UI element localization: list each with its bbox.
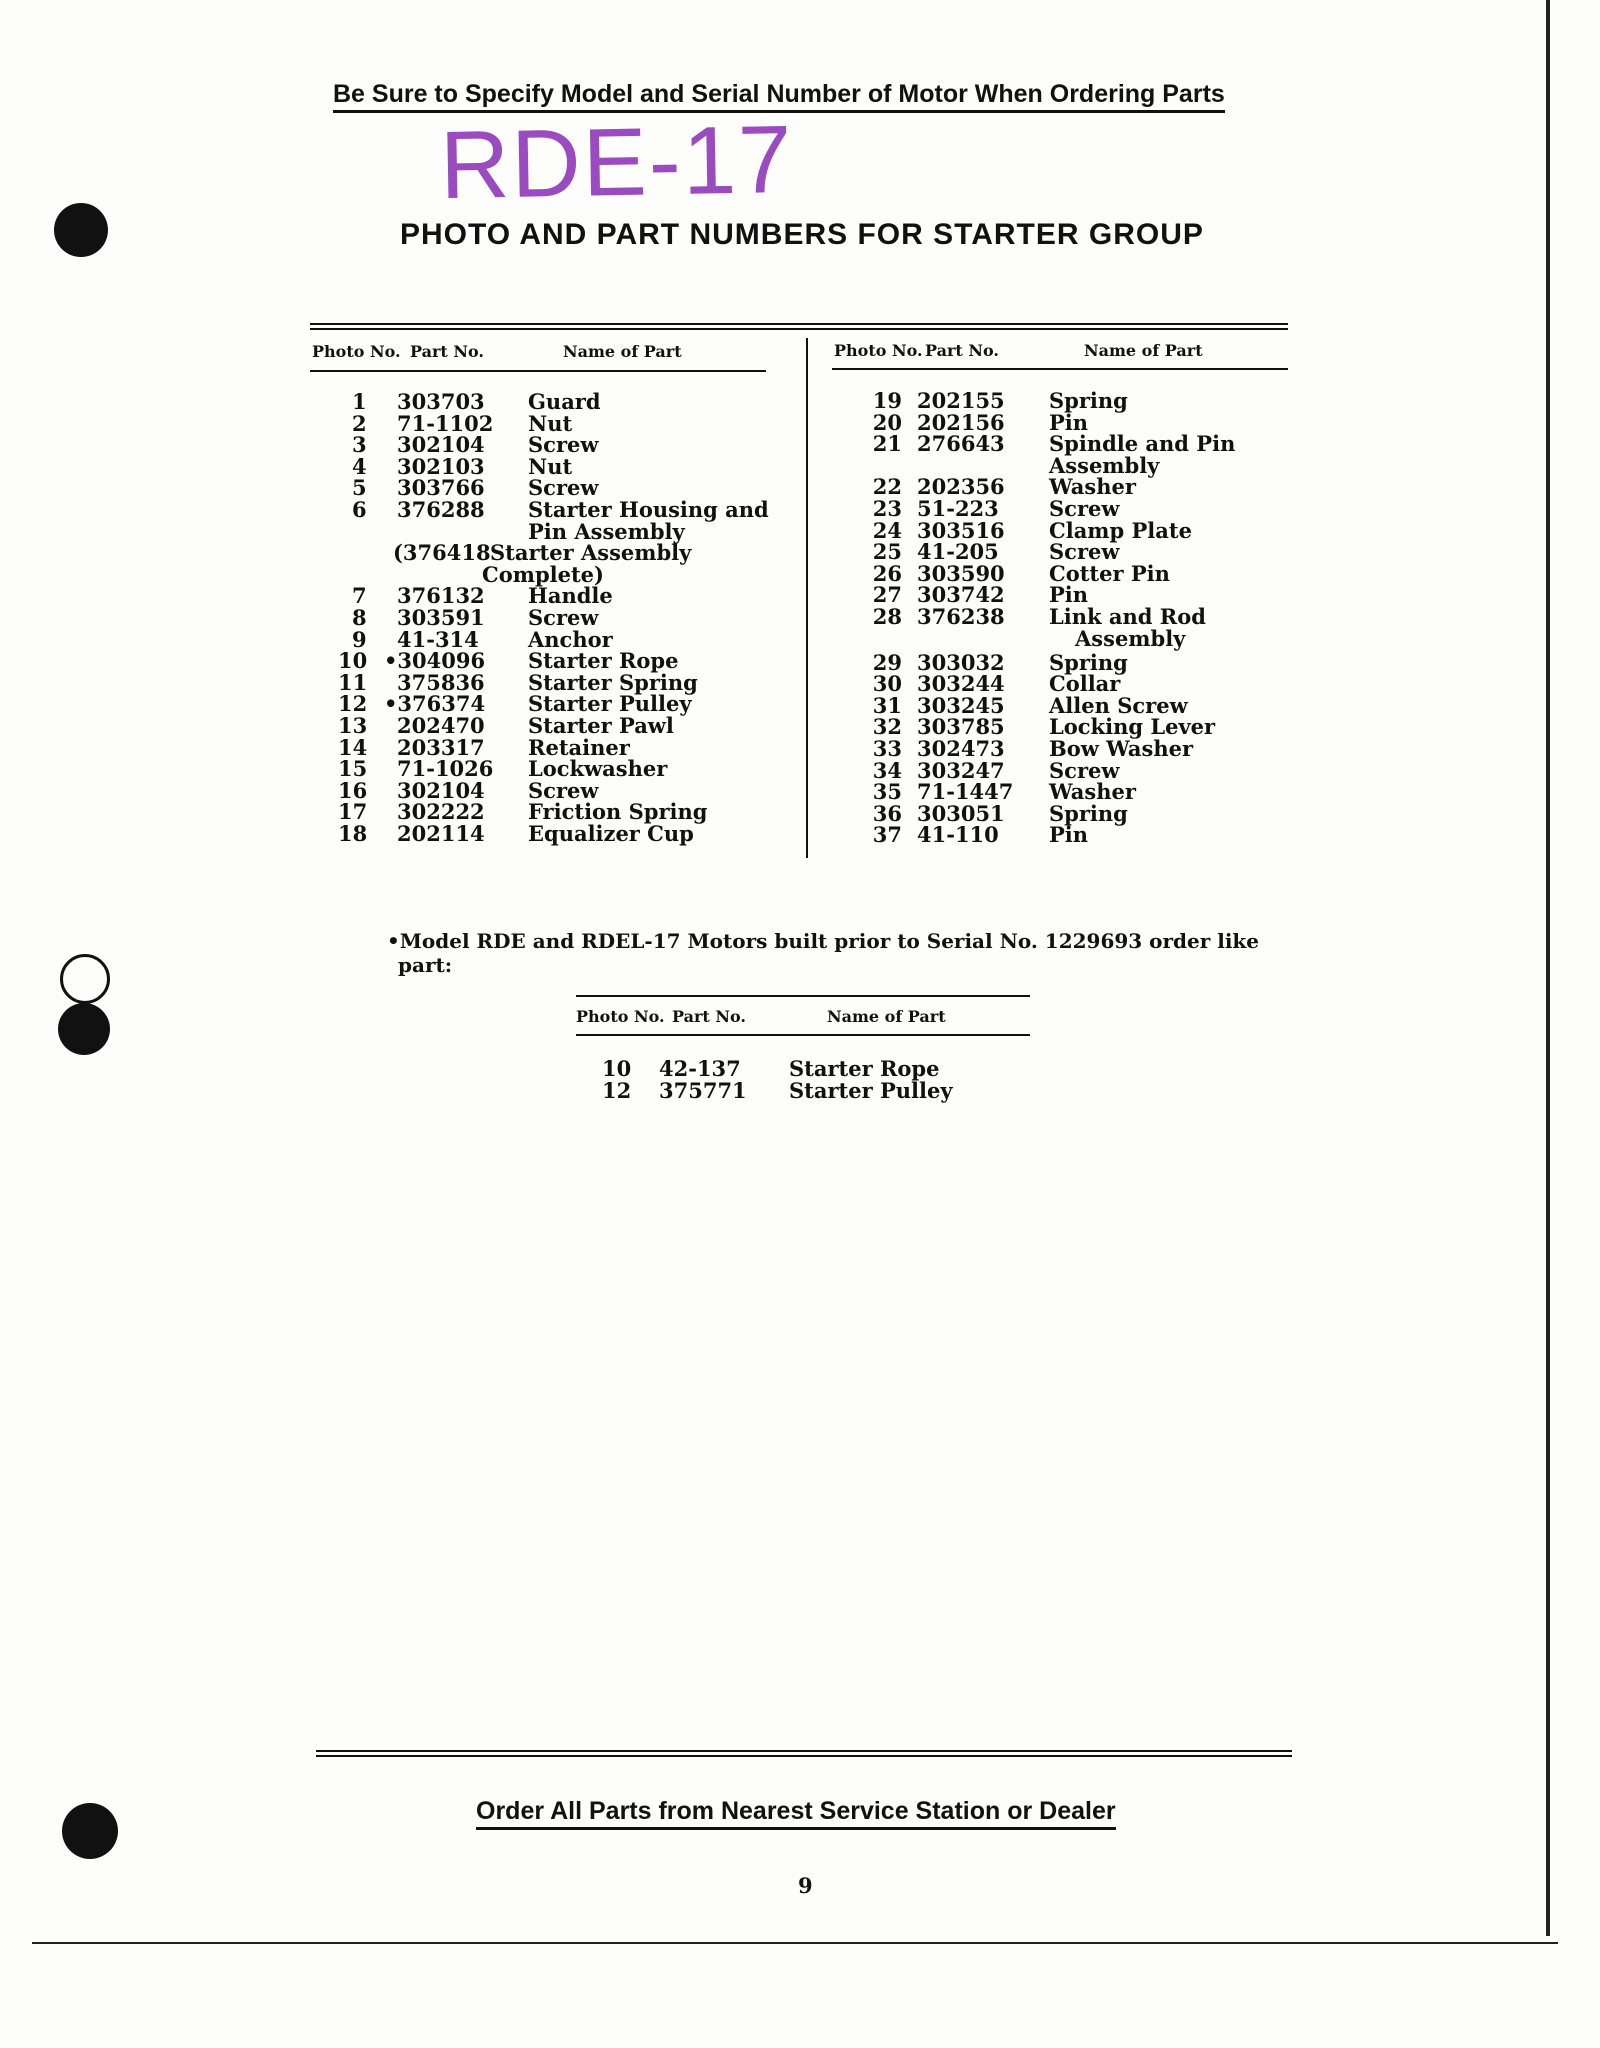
- table-row: 36 303051 Spring: [872, 800, 1128, 826]
- table-row: 30 303244 Collar: [872, 671, 1121, 697]
- footnote-header-photo: Photo No.: [576, 1007, 665, 1026]
- table-row: 2 71-1102 Nut: [352, 410, 573, 436]
- footnote-header-rule: [576, 1034, 1030, 1036]
- column-divider: [806, 338, 808, 858]
- table-row: 13 202470 Starter Pawl: [338, 712, 674, 738]
- left-header-rule: [310, 370, 766, 372]
- table-row: 8 303591 Screw: [352, 604, 599, 630]
- table-row: 24 303516 Clamp Plate: [872, 517, 1192, 543]
- binder-hole-ring-1: [60, 954, 110, 1004]
- right-parts-list: [850, 390, 1290, 846]
- table-row: Complete): [482, 561, 604, 587]
- footer-rule: [316, 1750, 1292, 1757]
- right-header-rule: [832, 368, 1288, 370]
- binder-hole-2: [58, 1003, 110, 1055]
- table-row: (376418 Starter Assembly: [393, 540, 692, 566]
- table-row: 9 41-314 Anchor: [352, 626, 613, 652]
- table-row: 34 303247 Screw: [872, 757, 1120, 783]
- left-parts-list: [300, 391, 780, 844]
- right-col-header-name: Name of Part: [1084, 341, 1203, 360]
- table-row: 15 71-1026 Lockwasher: [338, 756, 668, 782]
- footer-instruction: Order All Parts from Nearest Service Station or Dealer: [476, 1797, 1116, 1830]
- table-row: 20 202156 Pin: [872, 409, 1089, 435]
- table-row: 32 303785 Locking Lever: [872, 714, 1216, 740]
- table-row: 22 202356 Washer: [872, 474, 1136, 500]
- table-row: 19 202155 Spring: [872, 388, 1128, 413]
- table-row: 14 203317 Retainer: [338, 734, 630, 760]
- bottom-page-edge: [32, 1942, 1558, 1944]
- table-row: 33 302473 Bow Washer: [872, 735, 1194, 761]
- table-row: 3 302104 Screw: [352, 432, 599, 458]
- table-row: 26 303590 Cotter Pin: [872, 560, 1170, 586]
- table-row: 4 302103 Nut: [352, 453, 573, 479]
- footnote-header-name: Name of Part: [827, 1007, 946, 1026]
- table-row: 31 303245 Allen Screw: [872, 692, 1188, 718]
- table-row: 7 376132 Handle: [352, 583, 613, 609]
- footnote-header-part: Part No.: [672, 1007, 746, 1026]
- left-col-header-photo: Photo No.: [312, 342, 401, 361]
- table-row: 23 51-223 Screw: [872, 495, 1120, 521]
- table-row: 29 303032 Spring: [872, 649, 1128, 675]
- table-row: 12 •376374 Starter Pulley: [338, 691, 692, 717]
- table-row: 5 303766 Screw: [352, 475, 599, 501]
- model-stamp: RDE-17: [439, 105, 795, 220]
- binder-hole-1: [54, 203, 108, 257]
- table-row: 17 302222 Friction Spring: [338, 799, 708, 825]
- footnote-line-2: part:: [398, 953, 453, 977]
- left-col-header-part: Part No.: [410, 342, 484, 361]
- table-row: 10 42-137 Starter Rope: [602, 1056, 940, 1081]
- table-row: 21 276643 Spindle and Pin: [872, 431, 1236, 457]
- table-row: 28 376238 Link and Rod: [872, 603, 1206, 629]
- table-row: 35 71-1447 Washer: [872, 779, 1136, 805]
- table-row: 12 375771 Starter Pulley: [602, 1077, 953, 1103]
- page-number: 9: [798, 1873, 813, 1898]
- table-row: 10 •304096 Starter Rope: [338, 648, 679, 674]
- footnote-top-rule: [576, 995, 1030, 997]
- right-col-header-photo: Photo No.: [834, 341, 923, 360]
- table-row: Assembly: [1049, 452, 1160, 478]
- footnote-parts-list: [590, 1058, 1010, 1101]
- ordering-instruction: Be Sure to Specify Model and Serial Number of Motor When Ordering Parts: [333, 80, 1225, 113]
- table-top-rule: [310, 323, 1288, 330]
- page-title: PHOTO AND PART NUMBERS FOR STARTER GROUP: [400, 218, 1204, 251]
- table-row: Assembly: [1075, 625, 1186, 651]
- footnote-line-1: •Model RDE and RDEL-17 Motors built prior to Serial No. 1229693 order like: [387, 929, 1260, 953]
- right-page-edge: [1546, 0, 1550, 1936]
- left-col-header-name: Name of Part: [563, 342, 682, 361]
- table-row: 11 375836 Starter Spring: [338, 669, 698, 695]
- table-row: 6 376288 Starter Housing and: [352, 496, 769, 522]
- table-row: 1 303703 Guard: [352, 389, 601, 414]
- table-row: Pin Assembly: [528, 518, 685, 544]
- table-row: 16 302104 Screw: [338, 777, 599, 803]
- table-row: 25 41-205 Screw: [872, 539, 1120, 565]
- binder-hole-3: [62, 1803, 118, 1859]
- table-row: 18 202114 Equalizer Cup: [338, 820, 694, 846]
- right-col-header-part: Part No.: [925, 341, 999, 360]
- table-row: 37 41-110 Pin: [872, 822, 1089, 848]
- table-row: 27 303742 Pin: [872, 582, 1089, 608]
